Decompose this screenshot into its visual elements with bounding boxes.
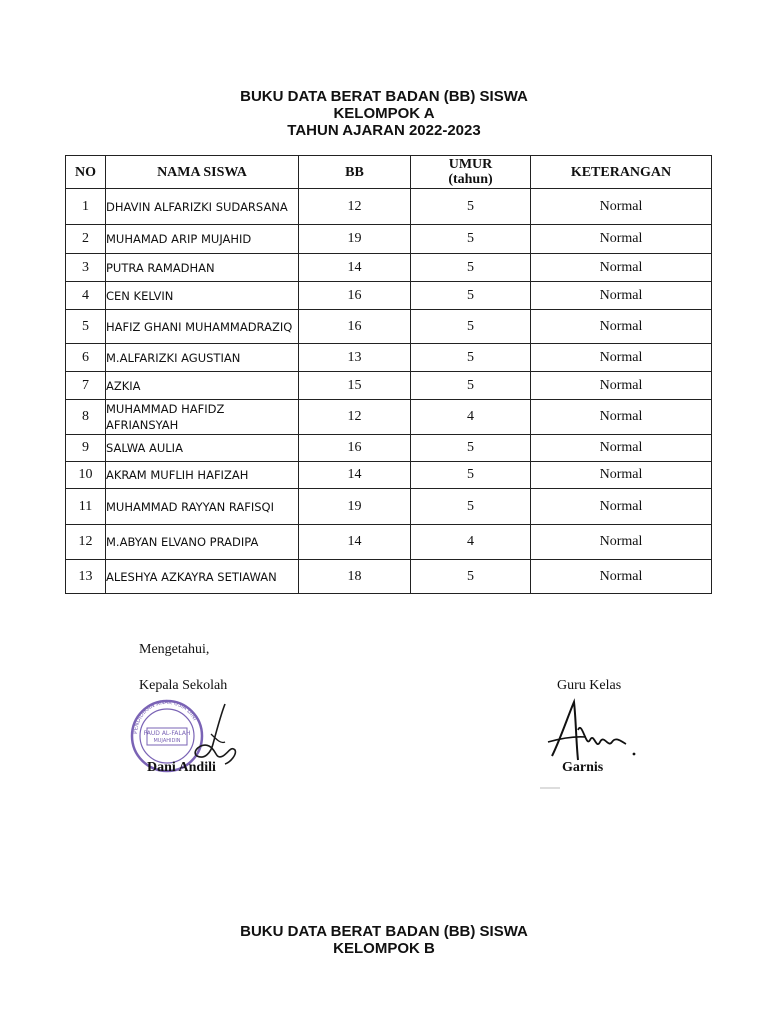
table-row	[66, 282, 712, 310]
cell-age: 5	[411, 462, 531, 489]
header-age-label: UMUR	[448, 157, 493, 172]
table-row	[66, 310, 712, 344]
cell-name: ALESHYA AZKAYRA SETIAWAN	[106, 560, 299, 594]
cell-bb: 19	[299, 489, 411, 525]
acknowledged-label: Mengetahui,	[139, 642, 210, 657]
cell-age: 5	[411, 344, 531, 372]
section-b-title	[0, 923, 768, 957]
cell-ket: Normal	[531, 560, 712, 594]
school-year-title: TAHUN AJARAN 2022-2023	[287, 122, 481, 139]
cell-name: PUTRA RAMADHAN	[106, 254, 299, 282]
cell-bb: 18	[299, 560, 411, 594]
cell-bb: 16	[299, 310, 411, 344]
cell-name: CEN KELVIN	[106, 282, 299, 310]
header-age-unit: (tahun)	[448, 172, 493, 187]
cell-bb: 19	[299, 225, 411, 254]
cell-name: SALWA AULIA	[106, 435, 299, 462]
stamp-arc-text: PENDIDIKAN ANAK USIA DINI	[132, 699, 198, 735]
cell-no: 3	[66, 254, 106, 282]
cell-bb: 12	[299, 400, 411, 435]
table-row	[66, 400, 712, 435]
cell-ket: Normal	[531, 225, 712, 254]
cell-no: 1	[66, 189, 106, 225]
cell-no: 9	[66, 435, 106, 462]
cell-age: 5	[411, 189, 531, 225]
cell-name: M.ABYAN ELVANO PRADIPA	[106, 525, 299, 560]
cell-ket: Normal	[531, 282, 712, 310]
teacher-role-label: Guru Kelas	[557, 678, 622, 693]
cell-age: 5	[411, 489, 531, 525]
table-row	[66, 225, 712, 254]
cell-ket: Normal	[531, 435, 712, 462]
table-row	[66, 254, 712, 282]
document-title: BUKU DATA BERAT BADAN (BB) SISWA	[240, 923, 528, 940]
table-row	[66, 189, 712, 225]
cell-bb: 12	[299, 189, 411, 225]
header-ket: KETERANGAN	[531, 156, 712, 189]
group-title: KELOMPOK B	[333, 940, 435, 957]
cell-ket: Normal	[531, 254, 712, 282]
header-bb: BB	[299, 156, 411, 189]
table-row	[66, 372, 712, 400]
cell-name: M.ALFARIZKI AGUSTIAN	[106, 344, 299, 372]
cell-no: 10	[66, 462, 106, 489]
cell-ket: Normal	[531, 189, 712, 225]
cell-age: 5	[411, 560, 531, 594]
cell-bb: 16	[299, 435, 411, 462]
cell-no: 8	[66, 400, 106, 435]
cell-bb: 16	[299, 282, 411, 310]
cell-ket: Normal	[531, 489, 712, 525]
cell-age: 4	[411, 400, 531, 435]
cell-no: 5	[66, 310, 106, 344]
student-weight-table	[65, 155, 712, 594]
cell-age: 5	[411, 310, 531, 344]
cell-name: MUHAMMAD RAYYAN RAFISQI	[106, 489, 299, 525]
cell-ket: Normal	[531, 372, 712, 400]
table-row	[66, 344, 712, 372]
header-no: NO	[66, 156, 106, 189]
document-title: BUKU DATA BERAT BADAN (BB) SISWA	[240, 88, 528, 105]
section-a-title	[0, 88, 768, 139]
cell-no: 4	[66, 282, 106, 310]
table-row	[66, 462, 712, 489]
cell-bb: 14	[299, 254, 411, 282]
cell-bb: 14	[299, 462, 411, 489]
cell-ket: Normal	[531, 400, 712, 435]
cell-no: 11	[66, 489, 106, 525]
cell-ket: Normal	[531, 462, 712, 489]
stamp-center-text-2: MUJAHIDIN	[153, 738, 181, 744]
cell-bb: 13	[299, 344, 411, 372]
principal-name: Dani Andili	[147, 760, 216, 775]
cell-no: 2	[66, 225, 106, 254]
table-row	[66, 525, 712, 560]
cell-name: AKRAM MUFLIH HAFIZAH	[106, 462, 299, 489]
cell-name: AZKIA	[106, 372, 299, 400]
cell-name: HAFIZ GHANI MUHAMMADRAZIQ	[106, 310, 299, 344]
cell-age: 5	[411, 225, 531, 254]
cell-ket: Normal	[531, 525, 712, 560]
cell-bb: 15	[299, 372, 411, 400]
cell-age: 5	[411, 254, 531, 282]
table-row	[66, 560, 712, 594]
principal-role-label: Kepala Sekolah	[139, 678, 228, 693]
cell-no: 12	[66, 525, 106, 560]
cell-no: 13	[66, 560, 106, 594]
cell-age: 5	[411, 435, 531, 462]
header-name: NAMA SISWA	[106, 156, 299, 189]
cell-age: 5	[411, 282, 531, 310]
cell-ket: Normal	[531, 310, 712, 344]
teacher-name: Garnis	[562, 760, 604, 775]
cell-bb: 14	[299, 525, 411, 560]
cell-name: DHAVIN ALFARIZKI SUDARSANA	[106, 189, 299, 225]
cell-age: 5	[411, 372, 531, 400]
header-age	[411, 156, 531, 189]
cell-name: MUHAMMAD HAFIDZ AFRIANSYAH	[106, 400, 299, 435]
cell-name: MUHAMAD ARIP MUJAHID	[106, 225, 299, 254]
cell-no: 6	[66, 344, 106, 372]
cell-age: 4	[411, 525, 531, 560]
stamp-center-text-1: PAUD AL-FALAH	[143, 730, 191, 737]
cell-no: 7	[66, 372, 106, 400]
group-title: KELOMPOK A	[333, 105, 435, 122]
table-row	[66, 489, 712, 525]
table-header-row	[66, 156, 712, 189]
table-row	[66, 435, 712, 462]
cell-ket: Normal	[531, 344, 712, 372]
